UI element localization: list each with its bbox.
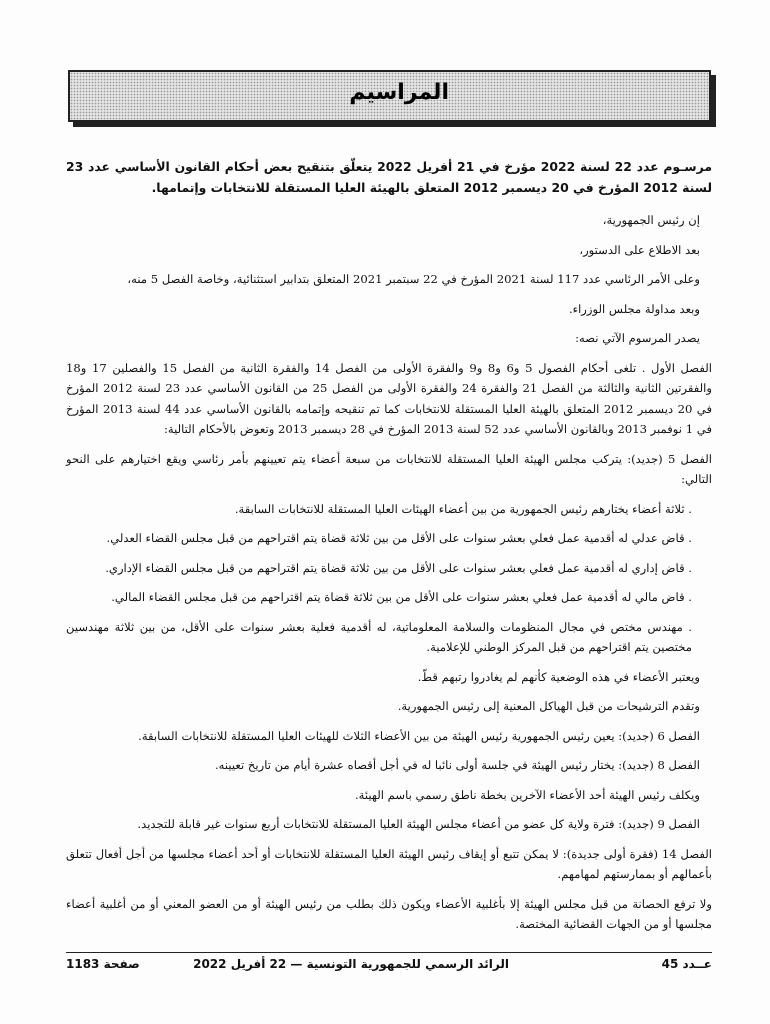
members-note: ويعتبر الأعضاء في هذه الوضعية كأنهم لم يغادروا رتبهم قطّ. — [417, 669, 700, 684]
article-6: الفصل 6 (جديد): يعين رئيس الجمهورية رئيس الهيئة من بين الأعضاء الثلاث للهيئات العليا المستقلة للانتخابات السابقة. — [138, 728, 700, 743]
article-1: الفصل الأول . تلغى أحكام الفصول 5 و6 و8 و9 والفقرة الأولى من الفصل 14 والفقرة الثانية من الفصل 15 والفصلين 17 و18 والفقرتين الثانية والثالثة من الفصل 21 والفقرة 24 والفقرة الأولى من الفصل 25 من القانون الأساسي عدد 23 لسنة 2012 المؤرخ في 20 ديسمبر 2012 المتعلق بالهيئة العليا المستقلة للانتخابات كما تم تنقيحه وإتمامه بالقانون الأساسي عدد 44 لسنة 2013 المؤرخ في 1 نوفمبر 2013 وبالقانون الأساسي عدد 52 لسنة 2013 المؤرخ في 28 ديسمبر 2013 وتعوض بالأحكام التالية: — [66, 360, 712, 436]
article-14: الفصل 14 (فقرة أولى جديدة): لا يمكن تتبع أو إيقاف رئيس الهيئة العليا المستقلة للانتخابات أو أحد أعضاء مجلسها من أجل أفعال تتعلق بأعمالهم أو بممارستهم لمهامهم. — [66, 846, 712, 881]
journal-title: الرائد الرسمي للجمهورية التونسية — 22 أفريل 2022 — [193, 957, 509, 971]
nominations-note: وتقدم الترشيحات من قبل الهياكل المعنية إلى رئيس الجمهورية. — [397, 699, 700, 713]
preamble-line: وعلى الأمر الرئاسي عدد 117 لسنة 2021 المؤرخ في 22 سبتمبر 2021 المتعلق بتدابير استثنائية، وخاصة الفصل 5 منه، — [127, 272, 700, 286]
spokesperson-note: ويكلف رئيس الهيئة أحد الأعضاء الآخرين بخطة ناطق رسمي باسم الهيئة. — [354, 787, 700, 802]
decree-title: مرسـوم عدد 22 لسنة 2022 مؤرخ في 21 أفريل 2022 يتعلّق بتنقيح بعض أحكام القانون الأساسي عدد 23 لسنة 2012 المؤرخ في 20 ديسمبر 2012 المتعلق بالهيئة العليا المستقلة للانتخابات وإتمامها. — [66, 159, 712, 195]
document-body — [66, 156, 712, 944]
member-item: . قاض عدلي له أقدمية عمل فعلي بعشر سنوات على الأقل من بين ثلاثة قضاة يتم اقتراحهم من قبل مجلس القضاء العدلي. — [106, 531, 692, 545]
immunity-note: ولا ترفع الحصانة من قبل مجلس الهيئة إلا بأغلبية الأعضاء ويكون ذلك بطلب من رئيس الهيئة أو من العضو المعني أو من أغلبية أعضاء مجلسها أو من الجهات القضائية المختصة. — [66, 896, 712, 931]
member-item: . مهندس مختص في مجال المنظومات والسلامة المعلوماتية، له أقدمية فعلية بعشر سنوات على الأقل، من بين ثلاثة مهندسين مختصين يتم اقتراحهم من قبل المركز الوطني للإعلامية. — [66, 619, 692, 654]
article-5-intro: الفصل 5 (جديد): يتركب مجلس الهيئة العليا المستقلة للانتخابات من سبعة أعضاء يتم تعيينهم بأمر رئاسي ويقع اختيارهم على النحو التالي: — [66, 451, 713, 486]
section-header-box — [68, 70, 711, 122]
section-title: المراسيم — [349, 80, 449, 105]
article-8: الفصل 8 (جديد): يختار رئيس الهيئة في جلسة أولى نائبا له في أجل أقصاه عشرة أيام من تاريخ تعيينه. — [214, 758, 700, 772]
article-9: الفصل 9 (جديد): فترة ولاية كل عضو من أعضاء مجلس الهيئة العليا المستقلة للانتخابات أربع سنوات غير قابلة للتجديد. — [137, 817, 700, 831]
preamble-line: بعد الاطلاع على الدستور، — [579, 242, 700, 257]
member-item: . قاض مالي له أقدمية عمل فعلي بعشر سنوات على الأقل من بين ثلاثة قضاة يتم اقتراحهم من قبل مجلس القضاء المالي. — [111, 590, 692, 604]
page-number: صفحة 1183 — [66, 957, 140, 971]
issue-number: عــدد 45 — [661, 957, 712, 971]
preamble-line: يصدر المرسوم الآتي نصه: — [575, 331, 700, 345]
page-footer — [66, 952, 712, 971]
member-item: . قاض إداري له أقدمية عمل فعلي بعشر سنوات على الأقل من بين ثلاثة قضاة يتم اقتراحهم من قبل مجلس القضاء الإداري. — [105, 560, 692, 575]
member-item: . ثلاثة أعضاء يختارهم رئيس الجمهورية من بين أعضاء الهيئات العليا المستقلة للانتخابات السابقة. — [234, 501, 692, 516]
preamble-line: وبعد مداولة مجلس الوزراء. — [568, 301, 700, 316]
preamble-line: إن رئيس الجمهورية، — [602, 213, 700, 227]
